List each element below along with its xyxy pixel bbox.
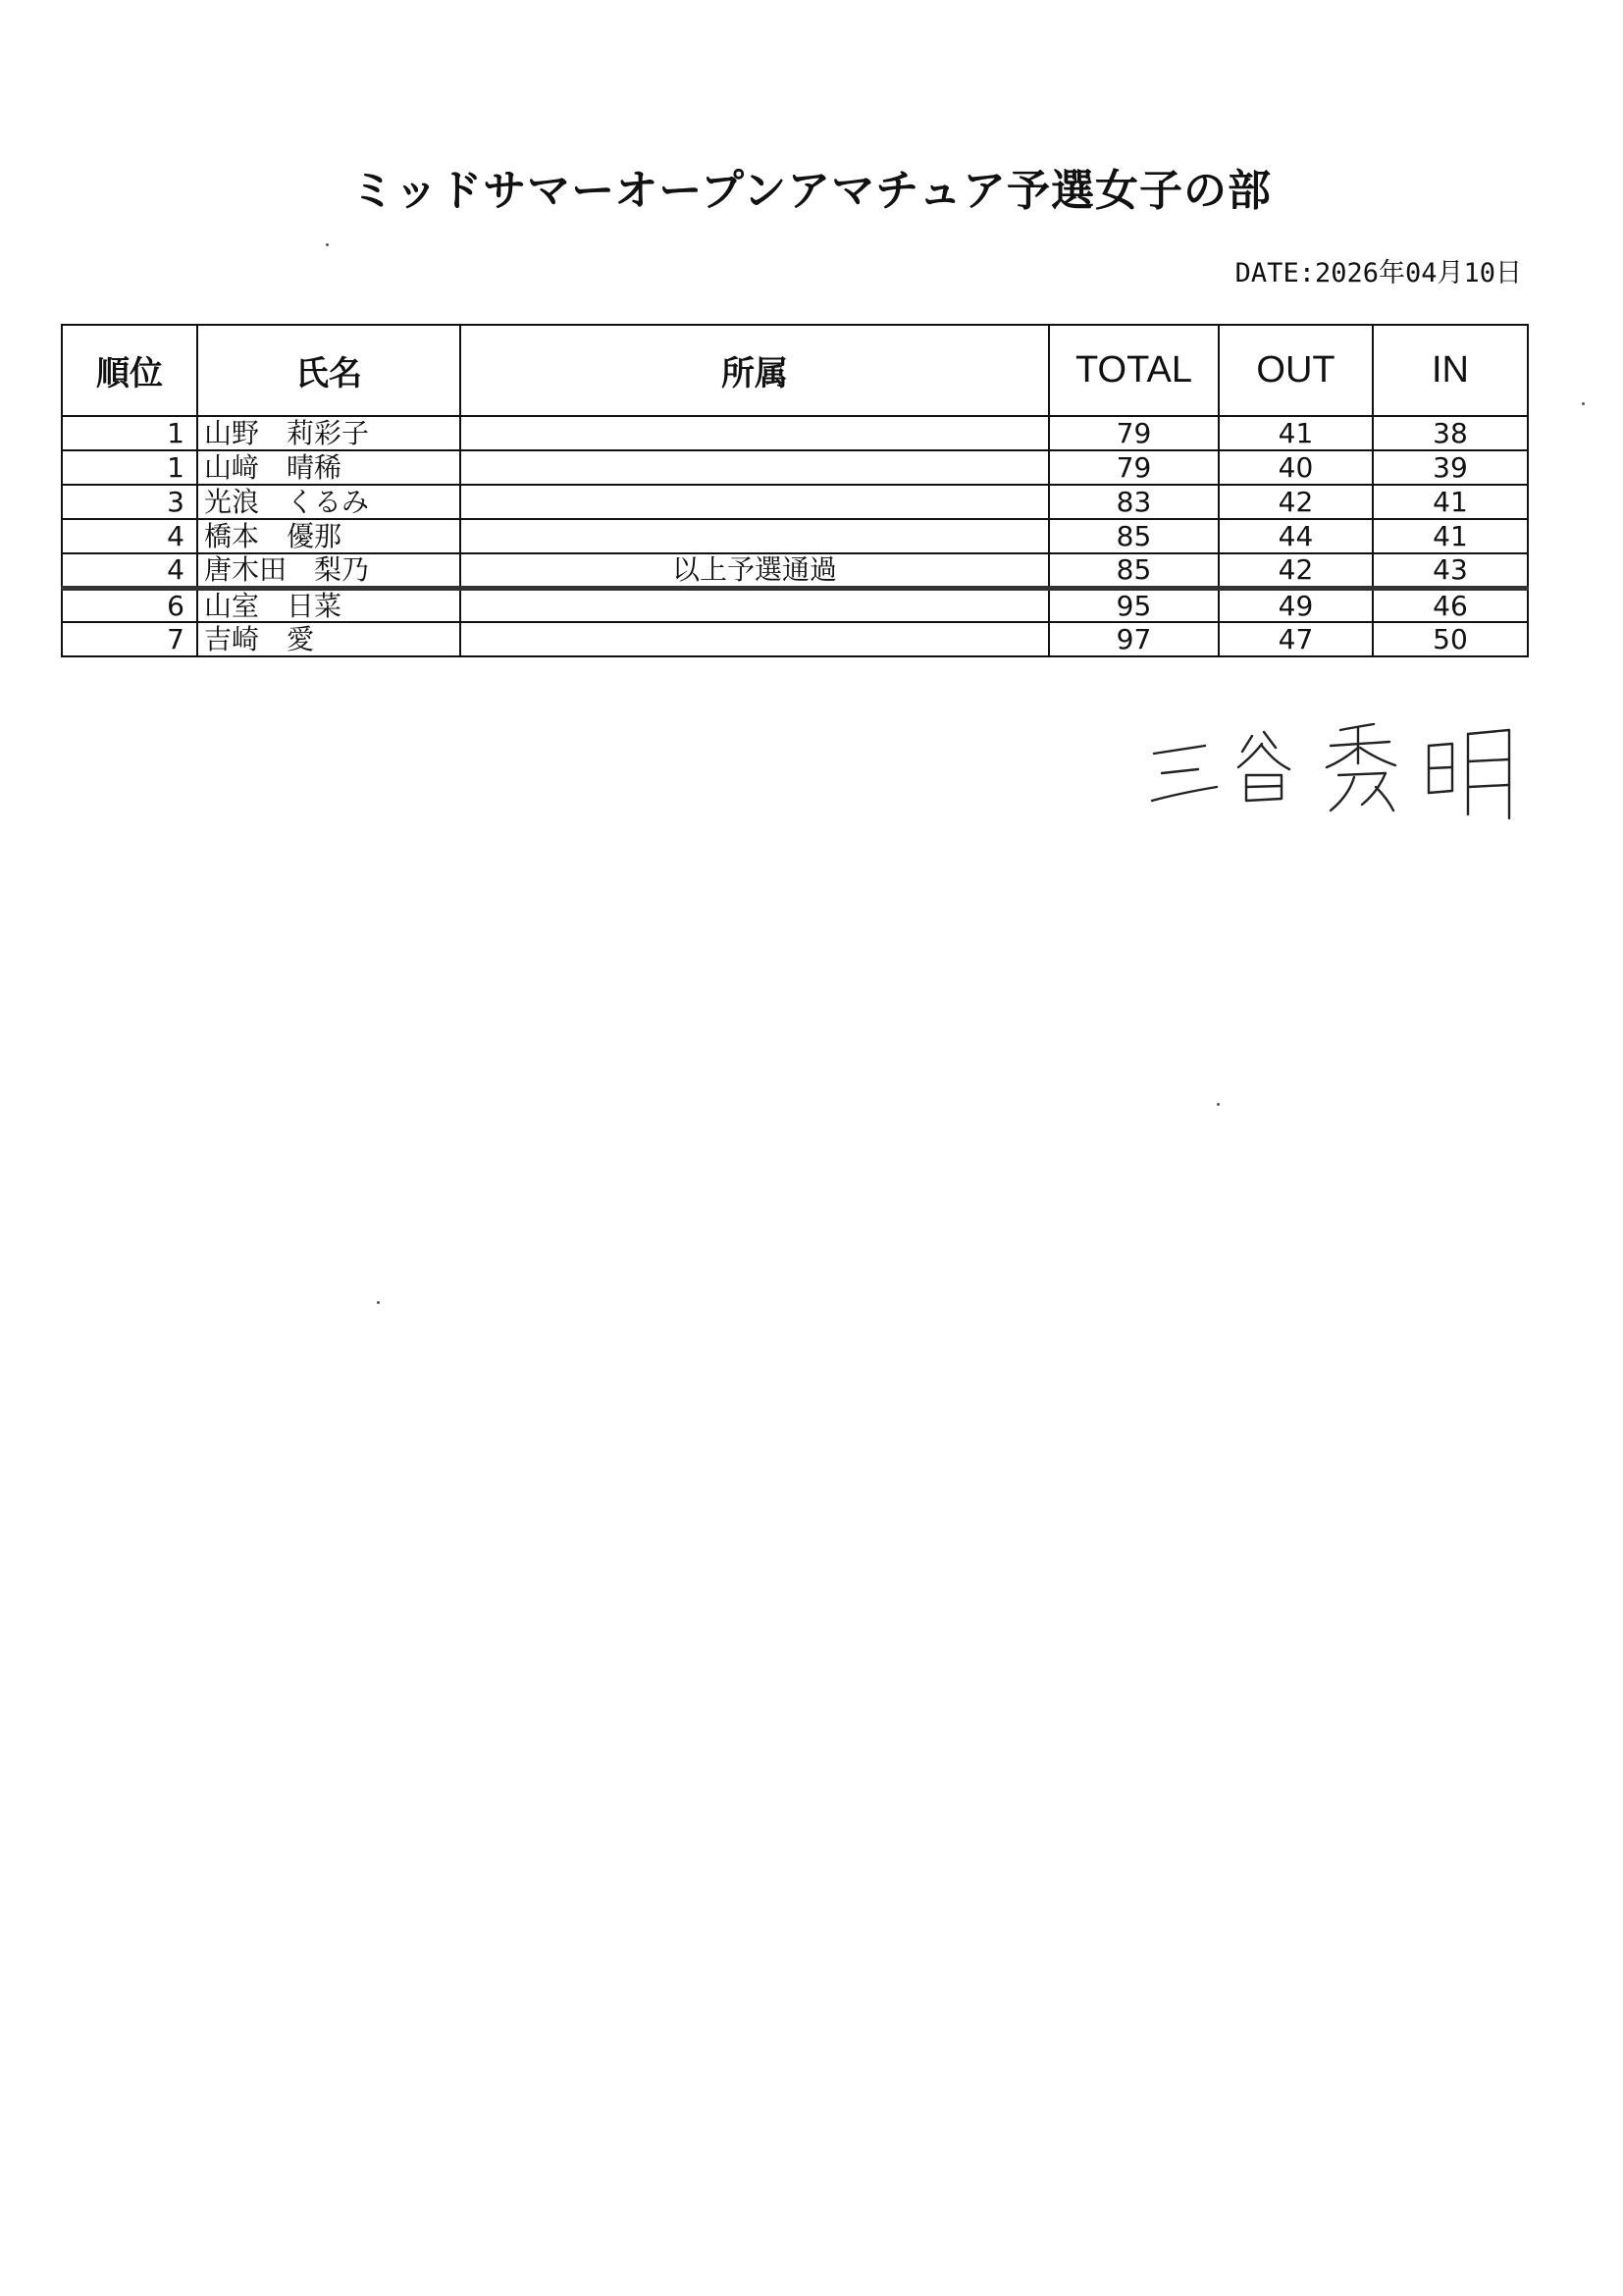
- header-rank: 順位: [62, 325, 197, 416]
- affiliation-cell: [460, 485, 1049, 519]
- in-cell: 50: [1373, 622, 1528, 656]
- rank-cell: 1: [62, 416, 197, 450]
- out-cell: 49: [1219, 588, 1373, 622]
- in-cell: 41: [1373, 485, 1528, 519]
- name-cell: 唐木田 梨乃: [197, 553, 460, 588]
- rank-cell: 4: [62, 519, 197, 553]
- rank-cell: 3: [62, 485, 197, 519]
- name-cell: 橋本 優那: [197, 519, 460, 553]
- scan-speck: [1217, 1103, 1220, 1106]
- in-cell: 43: [1373, 553, 1528, 588]
- table-row: [62, 485, 1528, 519]
- affiliation-cell: [460, 588, 1049, 622]
- total-cell: 85: [1049, 553, 1219, 588]
- in-cell: 46: [1373, 588, 1528, 622]
- document-date: DATE:2026年04月10日: [1234, 258, 1522, 288]
- table-row: [62, 622, 1528, 656]
- header-row: [62, 325, 1528, 416]
- header-affiliation: 所属: [460, 325, 1049, 416]
- in-cell: 41: [1373, 519, 1528, 553]
- name-cell: 山﨑 晴稀: [197, 450, 460, 485]
- table-row: [62, 519, 1528, 553]
- affiliation-cell: [460, 450, 1049, 485]
- handwritten-signature: [1144, 716, 1527, 824]
- page-title: ミッドサマーオープンアマチュア予選女子の部: [351, 166, 1272, 216]
- total-cell: 79: [1049, 416, 1219, 450]
- table-row: [62, 588, 1528, 622]
- scan-speck: [1582, 402, 1585, 405]
- rank-cell: 7: [62, 622, 197, 656]
- out-cell: 42: [1219, 553, 1373, 588]
- affiliation-cell: [460, 416, 1049, 450]
- total-cell: 95: [1049, 588, 1219, 622]
- affiliation-cell: [460, 519, 1049, 553]
- out-cell: 40: [1219, 450, 1373, 485]
- out-cell: 41: [1219, 416, 1373, 450]
- name-cell: 山室 日菜: [197, 588, 460, 622]
- scan-speck: [377, 1301, 380, 1304]
- header-total: TOTAL: [1049, 325, 1219, 416]
- header-name: 氏名: [197, 325, 460, 416]
- table-row-cutline: [62, 553, 1528, 588]
- out-cell: 44: [1219, 519, 1373, 553]
- table-row: [62, 416, 1528, 450]
- in-cell: 38: [1373, 416, 1528, 450]
- rank-cell: 6: [62, 588, 197, 622]
- rank-cell: 1: [62, 450, 197, 485]
- scan-speck: [326, 243, 329, 246]
- rank-cell: 4: [62, 553, 197, 588]
- total-cell: 97: [1049, 622, 1219, 656]
- total-cell: 85: [1049, 519, 1219, 553]
- out-cell: 47: [1219, 622, 1373, 656]
- qualified-note: 以上予選通過: [460, 553, 1049, 588]
- name-cell: 光浪 くるみ: [197, 485, 460, 519]
- header-out: OUT: [1219, 325, 1373, 416]
- name-cell: 山野 莉彩子: [197, 416, 460, 450]
- name-cell: 吉崎 愛: [197, 622, 460, 656]
- out-cell: 42: [1219, 485, 1373, 519]
- results-table: [61, 324, 1529, 657]
- affiliation-cell: [460, 622, 1049, 656]
- total-cell: 79: [1049, 450, 1219, 485]
- table-row: [62, 450, 1528, 485]
- in-cell: 39: [1373, 450, 1528, 485]
- header-in: IN: [1373, 325, 1528, 416]
- total-cell: 83: [1049, 485, 1219, 519]
